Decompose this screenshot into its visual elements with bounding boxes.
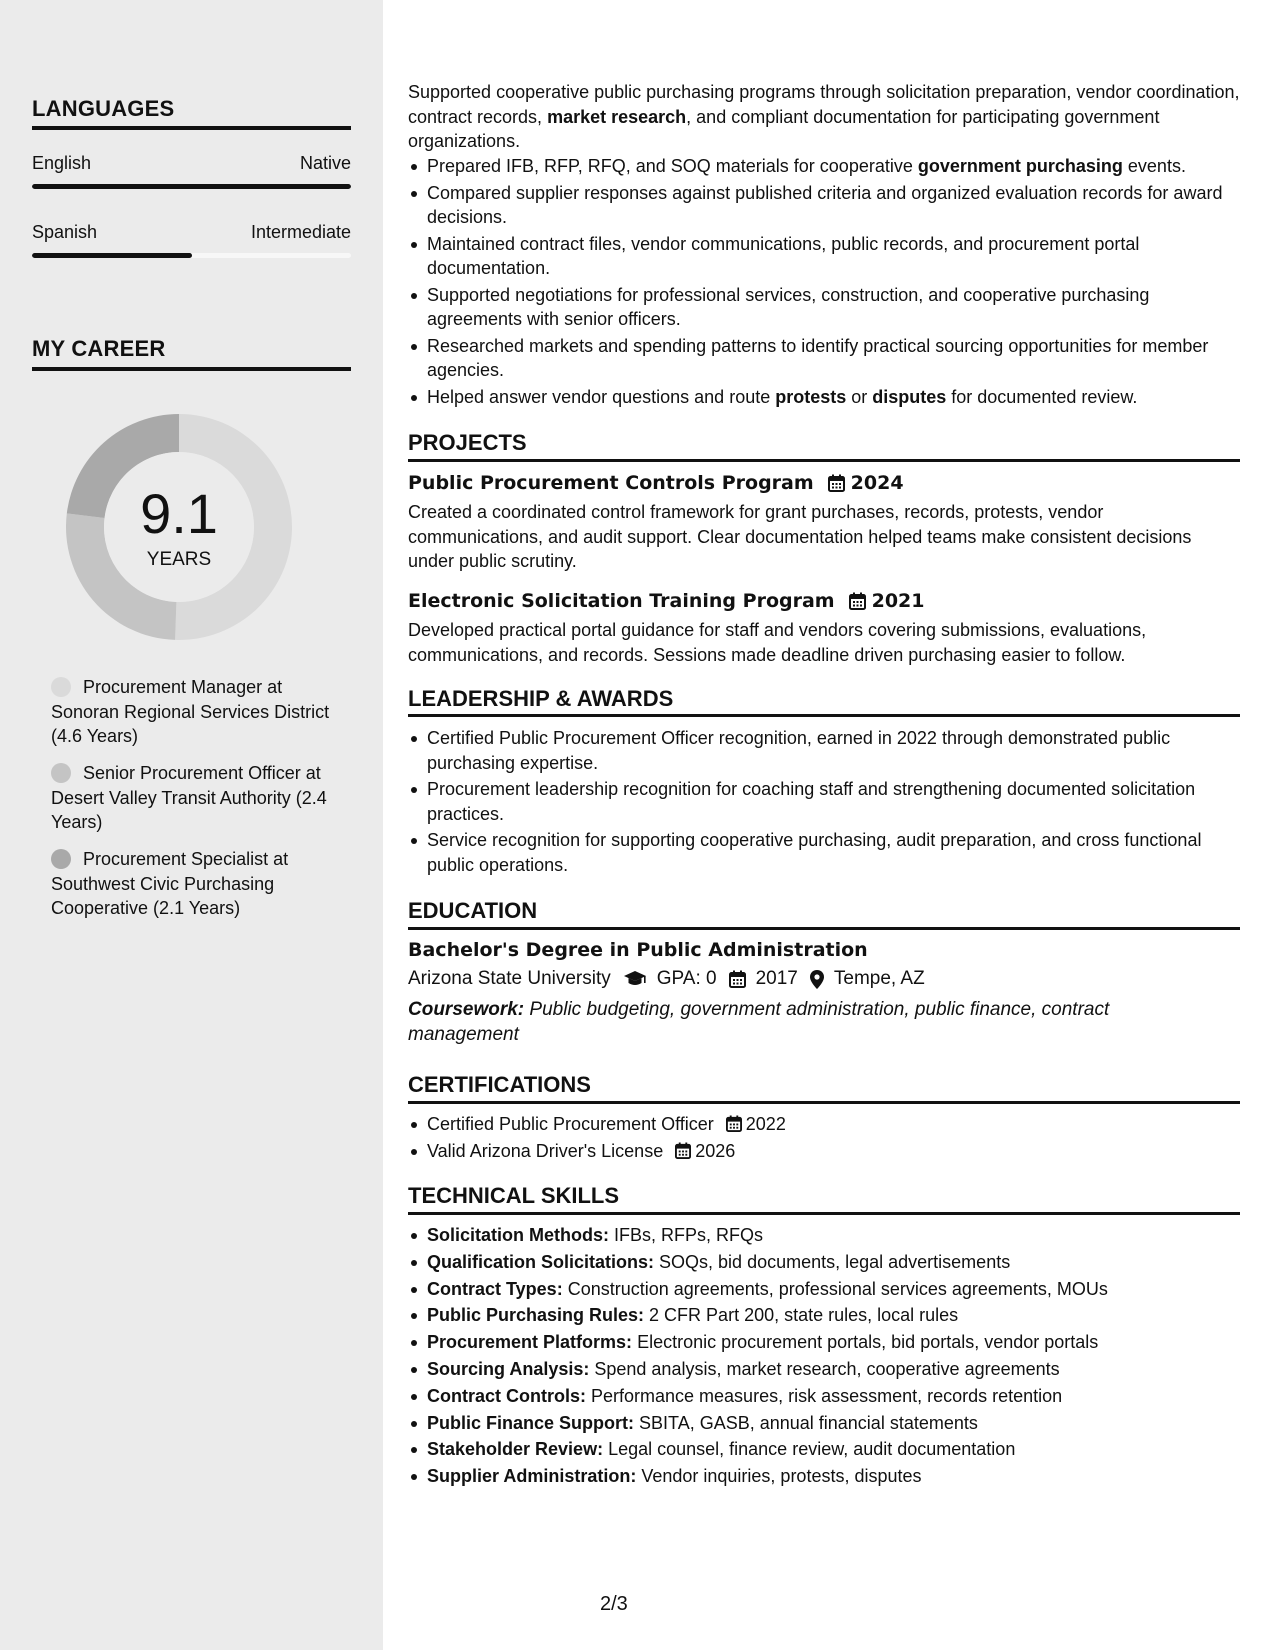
language-row-english bbox=[32, 153, 351, 174]
experience-summary: Supported cooperative public purchasing programs through solicitation preparation, vendor coordination, contract records, market research, and compliant documentation for participating government organizations. bbox=[408, 82, 1240, 151]
list-item: Researched markets and spending patterns to identify practical sourcing opportunities for member agencies. bbox=[408, 334, 1240, 383]
page-number: 2/3 bbox=[600, 1593, 628, 1615]
career-heading: MY CAREER bbox=[32, 336, 166, 361]
list-item: Contract Controls: Performance measures, risk assessment, records retention bbox=[408, 1384, 1240, 1409]
language-row-spanish bbox=[32, 222, 351, 243]
leadership-heading: LEADERSHIP & AWARDS bbox=[408, 686, 674, 711]
skills-heading: TECHNICAL SKILLS bbox=[408, 1183, 620, 1208]
language-bar-english bbox=[32, 184, 351, 189]
calendar-icon bbox=[675, 1142, 691, 1159]
career-item-3 bbox=[51, 847, 341, 921]
list-item: Service recognition for supporting cooperative purchasing, audit preparation, and cross functional public operations. bbox=[408, 828, 1240, 877]
graduation-cap-icon bbox=[623, 970, 647, 988]
career-item-text: Procurement Manager at Sonoran Regional Services District (4.6 Years) bbox=[51, 677, 330, 746]
sidebar bbox=[0, 0, 383, 1650]
calendar-icon bbox=[729, 970, 746, 988]
career-item-text: Senior Procurement Officer at Desert Valley Transit Authority (2.4 Years) bbox=[51, 763, 327, 832]
skills-heading-rule bbox=[408, 1212, 1240, 1215]
list-item: Compared supplier responses against published criteria and organized evaluation records for award decisions. bbox=[408, 181, 1240, 230]
career-item-2 bbox=[51, 761, 341, 835]
list-item: Valid Arizona Driver's License 2026 bbox=[408, 1139, 1240, 1164]
list-item: Contract Types: Construction agreements, professional services agreements, MOUs bbox=[408, 1277, 1240, 1302]
location-pin-icon bbox=[810, 970, 824, 989]
education-location: Tempe, AZ bbox=[833, 968, 925, 989]
language-bar-fill bbox=[32, 253, 192, 258]
projects-heading: PROJECTS bbox=[408, 430, 527, 455]
education-school: Arizona State University bbox=[408, 968, 611, 989]
project-desc-2: Developed practical portal guidance for staff and vendors covering submissions, evaluations, communications, and records. Sessions made deadline driven purchasing easier to follow. bbox=[408, 620, 1147, 665]
language-bar-fill bbox=[32, 184, 351, 189]
career-item-text: Procurement Specialist at Southwest Civic Purchasing Cooperative (2.1 Years) bbox=[51, 849, 289, 918]
language-bar-spanish bbox=[32, 253, 351, 258]
list-item: Certified Public Procurement Officer recognition, earned in 2022 through demonstrated public purchasing expertise. bbox=[408, 726, 1240, 775]
experience-bullets bbox=[408, 154, 1240, 411]
career-total-label: YEARS bbox=[146, 549, 212, 570]
list-item: Procurement leadership recognition for coaching staff and strengthening documented solicitation practices. bbox=[408, 777, 1240, 826]
calendar-icon bbox=[726, 1115, 742, 1132]
list-item: Public Purchasing Rules: 2 CFR Part 200, state rules, local rules bbox=[408, 1303, 1240, 1328]
certifications-list bbox=[408, 1112, 1240, 1165]
list-item: Qualification Solicitations: SOQs, bid documents, legal advertisements bbox=[408, 1250, 1240, 1275]
career-total-years: 9.1 bbox=[140, 482, 218, 545]
leadership-list bbox=[408, 726, 1240, 879]
list-item: Supplier Administration: Vendor inquiries, protests, disputes bbox=[408, 1464, 1240, 1489]
list-item: Supported negotiations for professional services, construction, and cooperative purchasing agreements with senior officers. bbox=[408, 283, 1240, 332]
education-degree: Bachelor's Degree in Public Administration bbox=[408, 939, 868, 961]
main-content bbox=[408, 0, 1240, 1650]
career-heading-rule bbox=[32, 367, 351, 371]
leadership-heading-rule bbox=[408, 714, 1240, 717]
list-item: Procurement Platforms: Electronic procurement portals, bid portals, vendor portals bbox=[408, 1330, 1240, 1355]
languages-heading-rule bbox=[32, 126, 351, 130]
education-coursework: Coursework: Public budgeting, government administration, public finance, contract management bbox=[408, 999, 1110, 1045]
list-item: Stakeholder Review: Legal counsel, finance review, audit documentation bbox=[408, 1437, 1240, 1462]
calendar-icon bbox=[849, 592, 866, 610]
certifications-heading-rule bbox=[408, 1101, 1240, 1104]
calendar-icon bbox=[828, 474, 845, 492]
project-title-1: Public Procurement Controls Program 2024 bbox=[408, 472, 904, 494]
education-year: 2017 bbox=[755, 968, 798, 989]
list-item: Solicitation Methods: IFBs, RFPs, RFQs bbox=[408, 1223, 1240, 1248]
education-details bbox=[408, 968, 925, 990]
education-heading-rule bbox=[408, 927, 1240, 930]
career-legend-dot bbox=[51, 849, 71, 869]
education-heading: EDUCATION bbox=[408, 898, 538, 923]
project-desc-1: Created a coordinated control framework for grant purchases, records, protests, vendor communications, and audit support. Clear documentation helped teams make consistent decisions under public scrutiny. bbox=[408, 502, 1192, 571]
project-title-2: Electronic Solicitation Training Program 2021 bbox=[408, 590, 925, 612]
projects-heading-rule bbox=[408, 459, 1240, 462]
career-legend-dot bbox=[51, 763, 71, 783]
list-item: Prepared IFB, RFP, RFQ, and SOQ materials for cooperative government purchasing events. bbox=[408, 154, 1240, 179]
list-item: Maintained contract files, vendor communications, public records, and procurement portal documentation. bbox=[408, 232, 1240, 281]
career-legend-dot bbox=[51, 677, 71, 697]
list-item: Certified Public Procurement Officer 2022 bbox=[408, 1112, 1240, 1137]
languages-heading: LANGUAGES bbox=[32, 96, 175, 121]
list-item: Public Finance Support: SBITA, GASB, annual financial statements bbox=[408, 1411, 1240, 1436]
certifications-heading: CERTIFICATIONS bbox=[408, 1072, 591, 1097]
list-item: Sourcing Analysis: Spend analysis, market research, cooperative agreements bbox=[408, 1357, 1240, 1382]
language-name: Spanish bbox=[32, 222, 98, 242]
career-item-1 bbox=[51, 675, 341, 749]
list-item: Helped answer vendor questions and route protests or disputes for documented review. bbox=[408, 385, 1240, 410]
skills-list bbox=[408, 1223, 1240, 1491]
language-level: Native bbox=[299, 153, 351, 173]
education-gpa: GPA: 0 bbox=[656, 968, 717, 989]
language-level: Intermediate bbox=[250, 222, 351, 242]
language-name: English bbox=[32, 153, 92, 173]
